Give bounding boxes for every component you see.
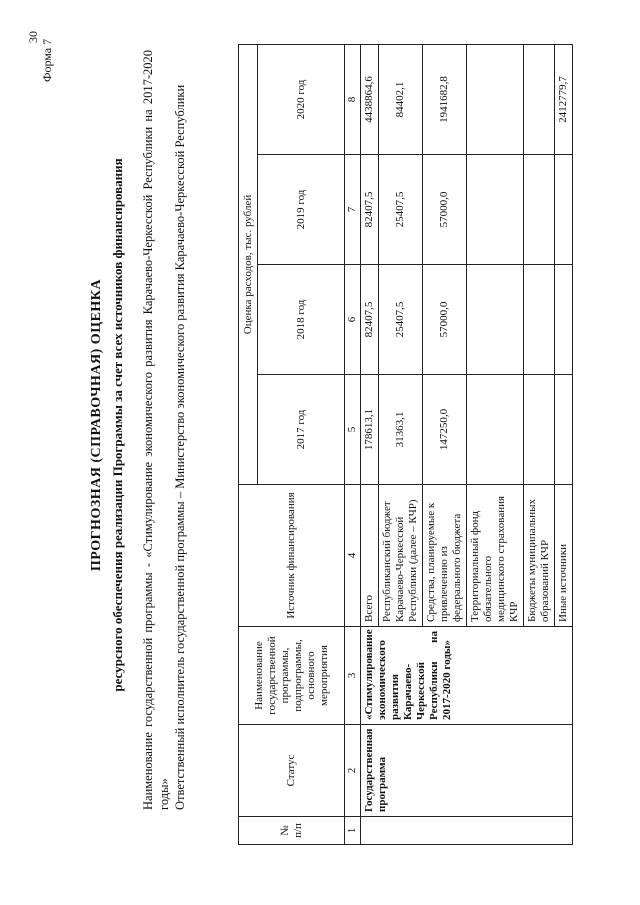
table-row: [361, 44, 379, 844]
column-number: 4: [345, 485, 361, 627]
source-cell: Иные источники: [555, 485, 573, 627]
value-cell: 4438864,6: [361, 44, 379, 154]
source-cell: Территориальный фонд обязательного медицинского страхования КЧР: [467, 485, 524, 627]
column-number: 6: [345, 265, 361, 375]
header-year-2018: 2018 год: [258, 265, 345, 375]
value-cell: 82407,5: [361, 155, 379, 265]
intro-block: [140, 50, 188, 810]
page-number: 30: [26, 31, 40, 43]
value-cell: [467, 155, 524, 265]
header-estimate: Оценка расходов, тыс. рублей: [239, 44, 258, 484]
value-cell: 84402,1: [379, 44, 423, 154]
value-cell: 25407,5: [379, 265, 423, 375]
value-cell: [524, 265, 555, 375]
source-cell: Всего: [361, 485, 379, 627]
header-row: [239, 44, 258, 844]
value-cell: 2412779,7: [555, 44, 573, 154]
value-cell: 1941682,8: [423, 44, 467, 154]
header-source: Источник финансирования: [239, 485, 345, 627]
value-cell: 25407,5: [379, 155, 423, 265]
value-cell: [555, 375, 573, 485]
funding-table: [238, 44, 573, 845]
value-cell: [467, 375, 524, 485]
value-cell: [524, 155, 555, 265]
value-cell: [524, 44, 555, 154]
row-status: Государственная программа: [361, 725, 573, 817]
header-year-2020: 2020 год: [258, 44, 345, 154]
column-number-row: [345, 44, 361, 844]
header-year-2017: 2017 год: [258, 375, 345, 485]
document-title: ПРОГНОЗНАЯ (СПРАВОЧНАЯ) ОЦЕНКА: [89, 278, 104, 572]
header-year-2019: 2019 год: [258, 155, 345, 265]
header-status: Статус: [239, 725, 345, 817]
value-cell: 57000,0: [423, 265, 467, 375]
value-cell: [555, 265, 573, 375]
header-name: Наименование государственной программы, подпрограммы, основного мероприятия: [239, 627, 345, 725]
source-cell: Бюджеты муниципальных образований КЧР: [524, 485, 555, 627]
value-cell: [467, 265, 524, 375]
value-cell: 82407,5: [361, 265, 379, 375]
program-name-line: Наименование государственной программы - «Стимулирование экономического развития Карачаево-Черкесской Республики на 2017-2020 годы»: [141, 50, 171, 810]
value-cell: [467, 44, 524, 154]
column-number: 3: [345, 627, 361, 725]
column-number: 2: [345, 725, 361, 817]
value-cell: [555, 155, 573, 265]
header-num: № п/п: [239, 817, 345, 845]
source-cell: Республиканский бюджет Карачаево-Черкесской Республики (далее – КЧР): [379, 485, 423, 627]
column-number: 8: [345, 44, 361, 154]
form-label: Форма 7: [40, 38, 54, 82]
value-cell: 57000,0: [423, 155, 467, 265]
value-cell: 31363,1: [379, 375, 423, 485]
column-number: 5: [345, 375, 361, 485]
executor-line: Ответственный исполнитель государственной программы – Министерство экономического развития Карачаево-Черкесской Республики: [173, 84, 187, 810]
column-number: 1: [345, 817, 361, 845]
row-program-name: «Стимулирование экономического развития Карачаево-Черкесской Республики на 2017-2020 годы»: [361, 627, 573, 725]
row-num: [361, 817, 573, 845]
source-cell: Средства, планируемые к привлечению из федерального бюджета: [423, 485, 467, 627]
value-cell: 147250,0: [423, 375, 467, 485]
column-number: 7: [345, 155, 361, 265]
value-cell: [524, 375, 555, 485]
document-subtitle: ресурсного обеспечения реализации Программы за счет всех источников финансирования: [110, 158, 125, 692]
value-cell: 178613,1: [361, 375, 379, 485]
